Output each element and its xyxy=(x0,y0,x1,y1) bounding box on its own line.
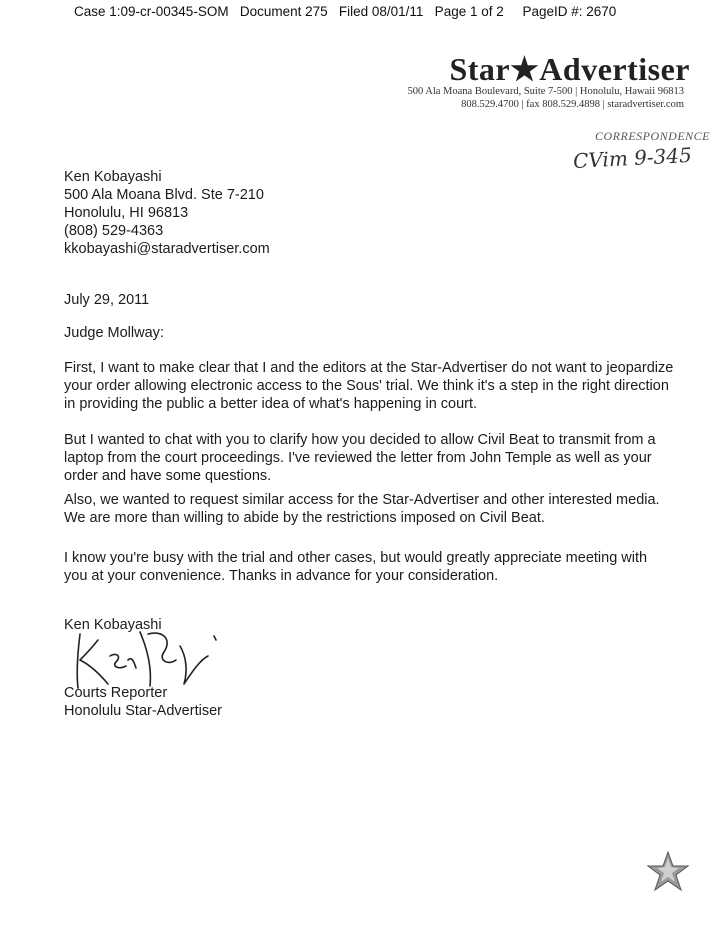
body-paragraph xyxy=(64,549,664,585)
paragraph-line: you at your convenience. Thanks in advance for your consideration. xyxy=(64,568,499,584)
paragraph-line: your order allowing electronic access to the Sous' trial. We think it's a step in the right direction xyxy=(64,378,669,394)
paragraph-line: in providing the public a better idea of what's happening in court. xyxy=(64,396,478,412)
salutation: Judge Mollway: xyxy=(64,325,164,341)
sender-address-1: 500 Ala Moana Blvd. Ste 7-210 xyxy=(64,187,264,203)
newspaper-logo: Star★Advertiser xyxy=(449,51,690,87)
paragraph-line: First, I want to make clear that I and the editors at the Star-Advertiser do not want to jeopardize xyxy=(64,360,674,376)
sender-email: kkobayashi@staradvertiser.com xyxy=(64,241,270,257)
sender-phone: (808) 529-4363 xyxy=(64,223,164,239)
paragraph-line: Also, we wanted to request similar access for the Star-Advertiser and other interested media. xyxy=(64,492,660,508)
signer-organization: Honolulu Star-Advertiser xyxy=(64,703,222,719)
body-paragraph xyxy=(64,491,664,527)
body-paragraph xyxy=(64,431,664,485)
handwritten-case-number: CVim 9-345 xyxy=(572,142,693,174)
paragraph-line: But I wanted to chat with you to clarify how you decided to allow Civil Beat to transmit from a xyxy=(64,432,656,448)
correspondence-stamp: CORRESPONDENCE xyxy=(595,129,710,143)
paragraph-line: laptop from the court proceedings. I've reviewed the letter from John Temple as well as your xyxy=(64,450,652,466)
paragraph-line: I know you're busy with the trial and other cases, but would greatly appreciate meeting with xyxy=(64,550,648,566)
letter-date: July 29, 2011 xyxy=(64,292,150,308)
paragraph-line: We are more than willing to abide by the restrictions imposed on Civil Beat. xyxy=(64,510,545,526)
star-ornament-icon xyxy=(646,850,690,894)
typed-signature-name: Ken Kobayashi xyxy=(64,617,162,633)
court-filing-header: Case 1:09-cr-00345-SOM Document 275 Filed 08/01/11 Page 1 of 2 PageID #: 2670 xyxy=(74,4,617,19)
sender-name: Ken Kobayashi xyxy=(64,169,162,185)
sender-block xyxy=(64,168,664,258)
sender-address-2: Honolulu, HI 96813 xyxy=(64,205,189,221)
handwritten-signature xyxy=(68,626,238,692)
signer-title: Courts Reporter xyxy=(64,685,168,701)
signature-title-block xyxy=(64,684,664,720)
letterhead-address: 500 Ala Moana Boulevard, Suite 7-500 | Honolulu, Hawaii 96813 xyxy=(407,86,684,97)
letterhead-contact: 808.529.4700 | fax 808.529.4898 | staradvertiser.com xyxy=(461,99,684,110)
body-paragraph xyxy=(64,359,674,413)
paragraph-line: order and have some questions. xyxy=(64,468,272,484)
